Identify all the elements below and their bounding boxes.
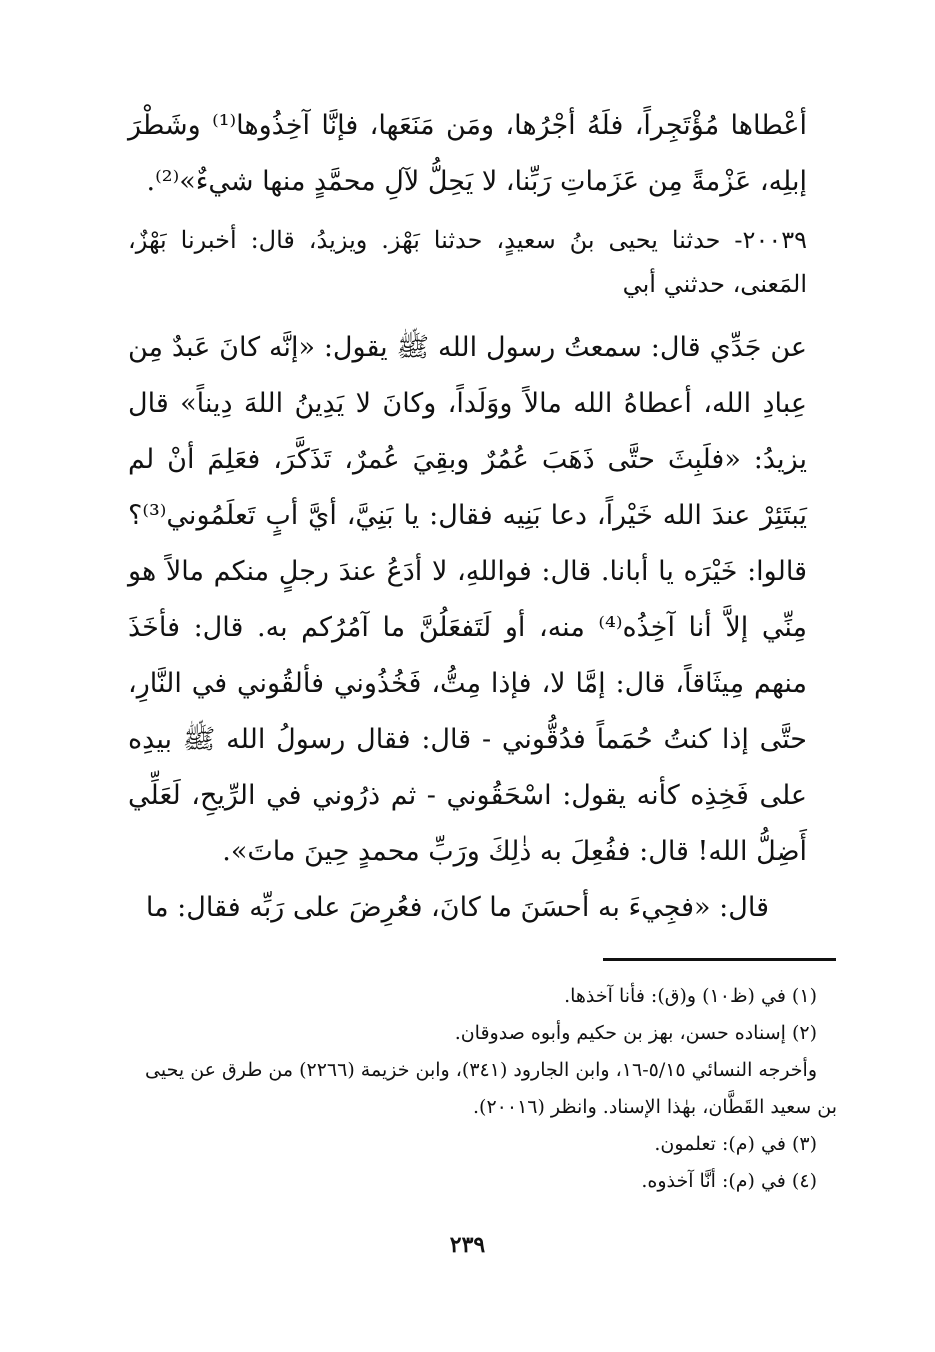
page-number: ٢٣٩ [449,1232,486,1258]
main-text-block [128,98,807,936]
footnote-4: (٤) في (م): أنَّا آخذوه. [641,1170,817,1192]
hadith-matn-paragraph: عن جَدِّي قال: سمعتُ رسول الله ﷺ يقول: «إنَّه كانَ عَبدٌ مِن عِبادِ الله، أعطاهُ الله مالاً ووَلَداً، وكانَ لا يَدِينُ اللهَ دِيناً» قال يزيدُ: «فلَبِثَ حتَّى ذَهَبَ عُمُرٌ وبقِيَ عُمرٌ، تَذَكَّرَ، فعَلِمَ أنْ لم يَبتَئِرْ عندَ الله خَيْراً، دعا بَنِيه فقال: يا بَنِيَّ، أيَّ أبٍ تَعلَمُوني⁽³⁾؟ قالوا: خَيْرَه يا أبانا. قال: فواللهِ، لا أدَعُ عندَ رجلٍ منكم مالاً هو مِنِّي إلاَّ أنا آخِذُه⁽⁴⁾ منه، أو لَتَفعَلُنَّ ما آمُرُكم به. قال: فأخَذَ منهم مِيثَاقاً، قال: إمَّا لا، فإذا مِتُّ، فَخُذُوني فألقُوني في النَّارِ، حتَّى إذا كنتُ حُمَماً فدُقُّوني - قال: فقال رسولُ الله ﷺ بيدِه على فَخِذِه كأنه يقول: اسْحَقُوني - ثم ذرُوني في الرِّيحِ، لَعَلِّي أَضِلُّ الله! قال: ففُعِلَ به ذٰلِكَ ورَبِّ محمدٍ حِينَ ماتَ». [128,332,807,867]
paragraph-continuation: أعْطاها مُؤْتَجِراً، فلَهُ أجْرُها، ومَن مَنَعَها، فإنَّا آخِذُوها⁽¹⁾ وشَطْرَ إبلِه، عَزْمةً مِن عَزَماتِ رَبِّنا، لا يَحِلُّ لآلِ محمَّدٍ منها شيءٌ»⁽²⁾. [128,110,807,197]
hadith-isnad-paragraph: ٢٠٠٣٩- حدثنا يحيى بنُ سعيدٍ، حدثنا بَهْز. ويزيدُ، قال: أخبرنا بَهْزٌ، المَعنى، حدثني أبي [128,226,807,298]
footnote-2-continuation: وأخرجه النسائي ٥/١٥-١٦، وابن الجارود (٣٤١)، وابن خزيمة (٢٢٦٦) من طرق عن يحيى بن سعيد القَطَّان، بهٰذا الإسناد. وانظر (٢٠٠١٦). [145,1059,837,1118]
paragraph-closing: قال: «فجِيءَ به أحسَنَ ما كانَ، فعُرِضَ على رَبِّه فقال: ما [145,892,769,923]
footnote-1: (١) في (ظ١٠) و(ق): فأنا آخذها. [564,985,817,1007]
footnote-separator [603,958,836,961]
footnote-2: (٢) إسناده حسن، بهز بن حكيم وأبوه صدوقان. [454,1022,817,1044]
footnotes-block [128,978,837,1200]
footnote-3: (٣) في (م): تعلمون. [654,1133,817,1155]
